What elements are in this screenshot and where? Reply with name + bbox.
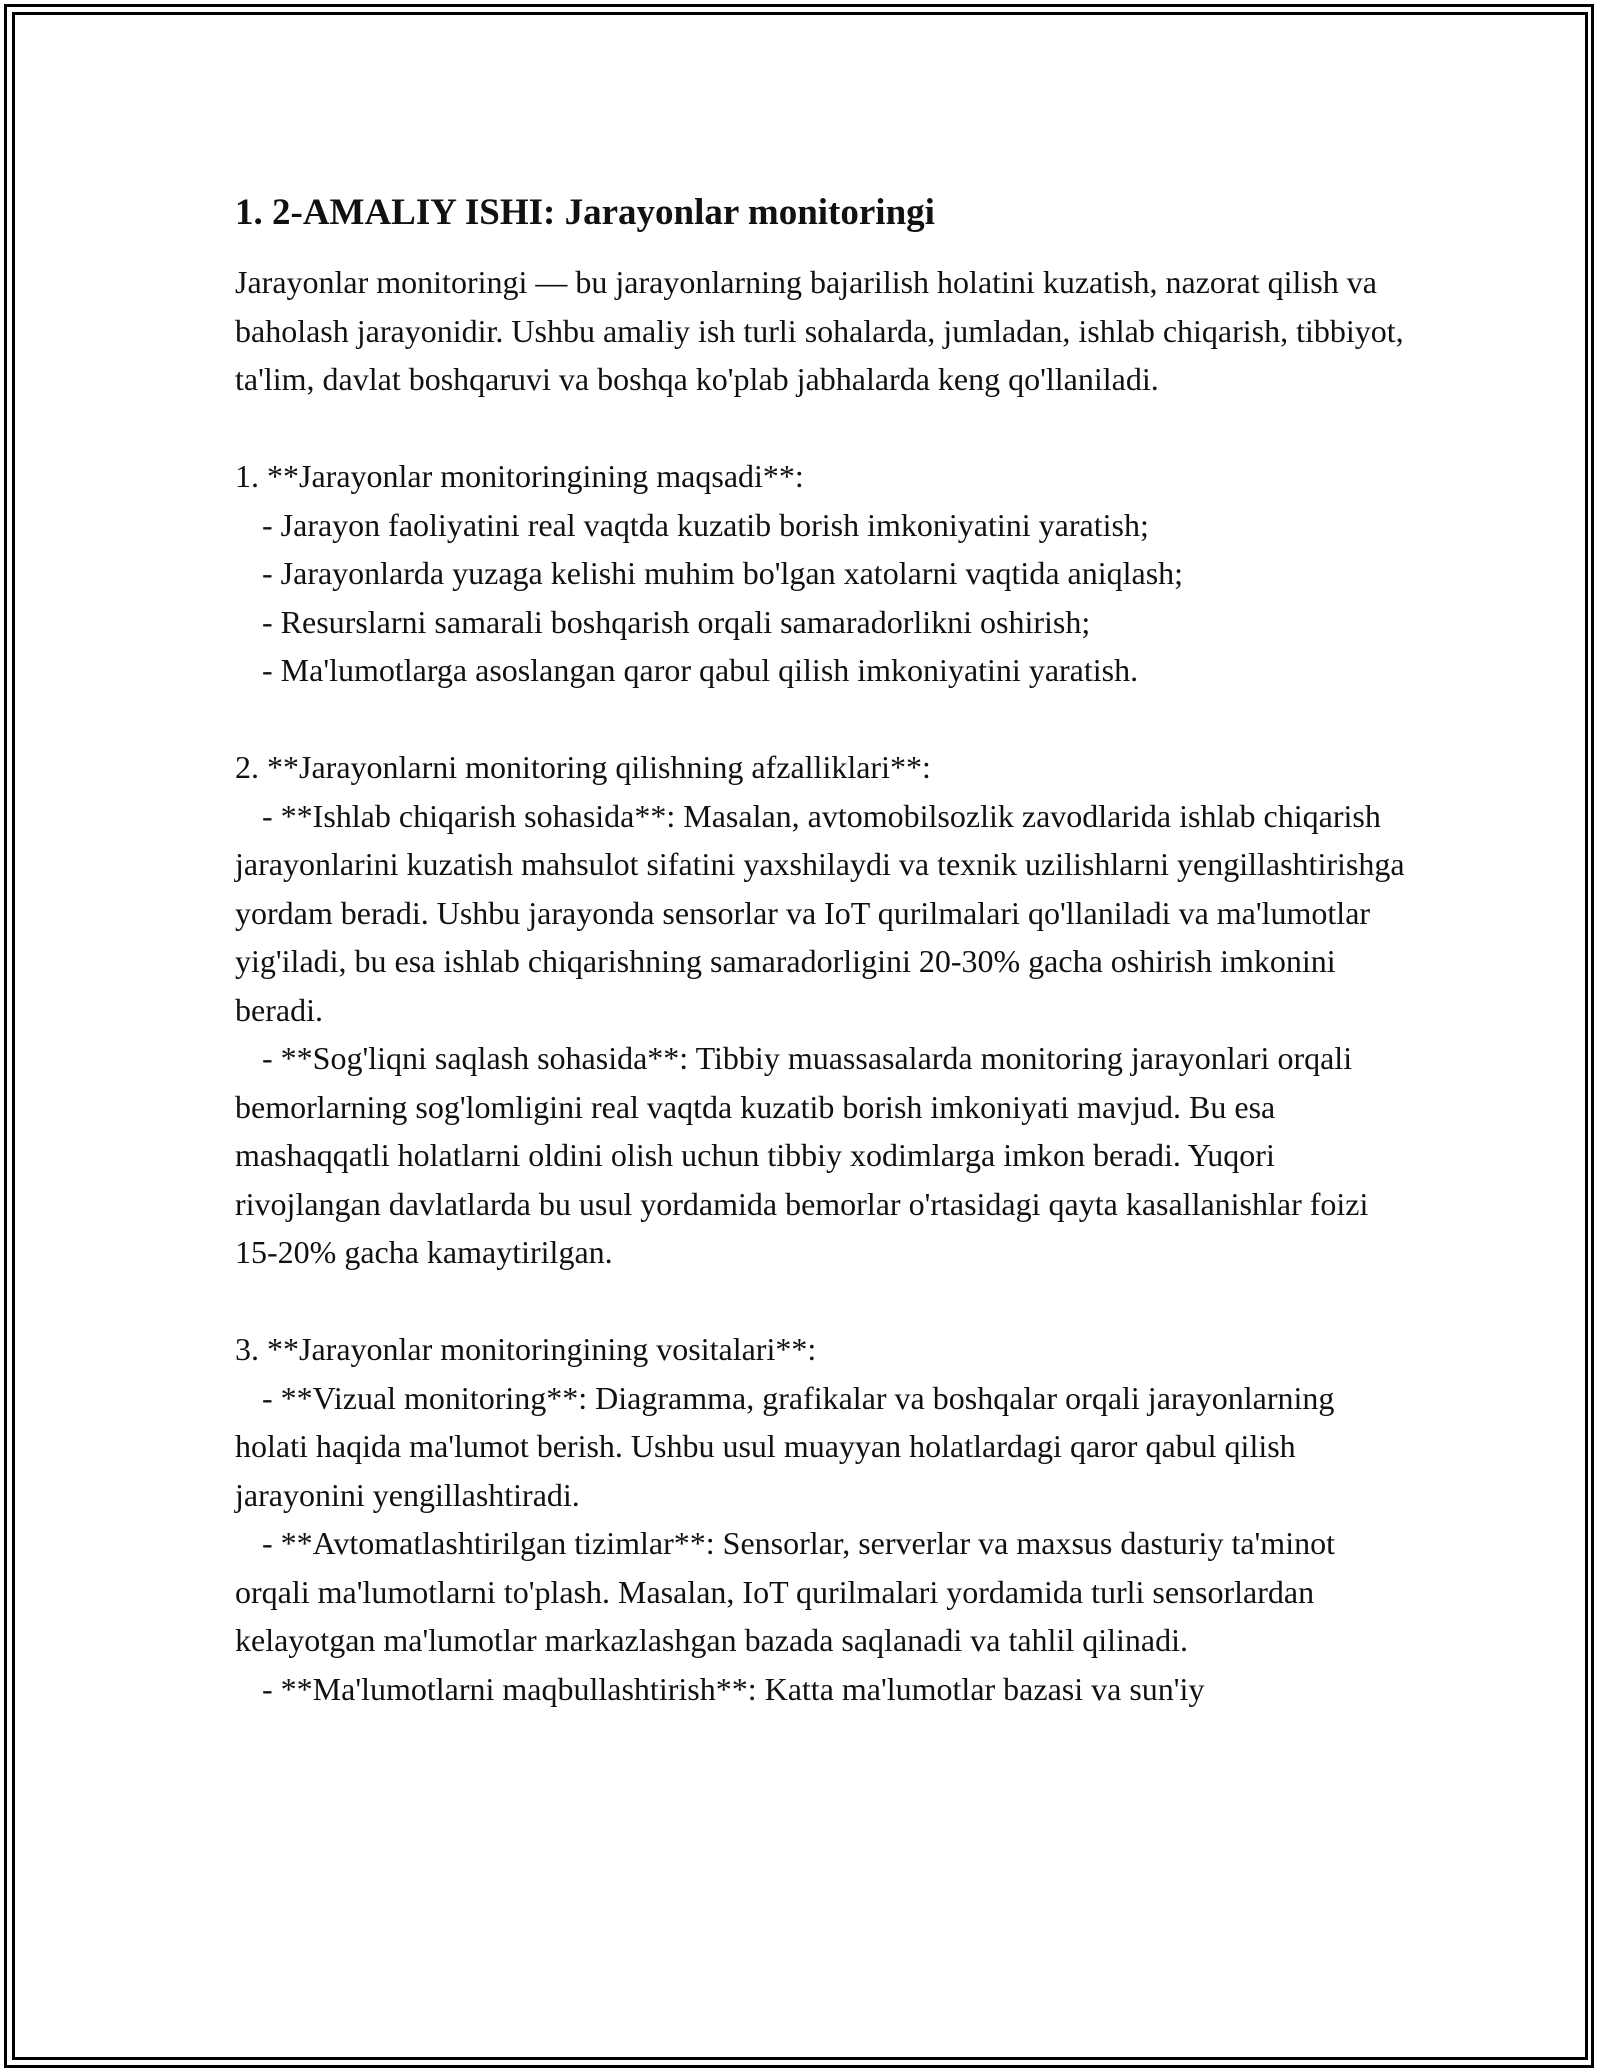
section-heading: 3. **Jarayonlar monitoringining vositalari**: [235,1331,817,1367]
section-advantages [235,743,1415,1277]
list-item: - **Avtomatlashtirilgan tizimlar**: Sensorlar, serverlar va maxsus dasturiy ta'minot orqali ma'lumotlarni to'plash. Masalan, IoT qurilmalari yordamida turli sensorlardan kelayotgan ma'lumotlar markazlashgan bazada saqlanadi va tahlil qilinadi. [235,1525,1335,1658]
section-heading: 2. **Jarayonlarni monitoring qilishning afzalliklari**: [235,749,931,785]
list-item: - **Vizual monitoring**: Diagramma, grafikalar va boshqalar orqali jarayonlarning holati haqida ma'lumot berish. Ushbu usul muayyan holatlardagi qaror qabul qilish jarayonini yengillashtiradi. [235,1379,1335,1513]
list-item: - **Ma'lumotlarni maqbullashtirish**: Katta ma'lumotlar bazasi va sun'iy [262,1670,1205,1707]
list-item: - **Sog'liqni saqlash sohasida**: Tibbiy muassasalarda monitoring jarayonlari orqali bemorlarning sog'lomligini real vaqtda kuzatib borish imkoniyati mavjud. Bu esa mashaqqatli holatlarni oldini olish uchun tibbiy xodimlarga imkon beradi. Yuqori rivojlangan davlatlarda bu usul yordamida bemorlar o'rtasidagi qayta kasallanishlar foizi 15-20% gacha kamaytirilgan. [235,1040,1369,1270]
section-tools [235,1325,1415,1713]
intro-paragraph: Jarayonlar monitoringi — bu jarayonlarning bajarilish holatini kuzatish, nazorat qilish va baholash jarayonidir. Ushbu amaliy ish turli sohalarda, jumladan, ishlab chiqarish, tibbiyot, ta'lim, davlat boshqaruvi va boshqa ko'plab jabhalarda keng qo'llaniladi. [235,264,1404,397]
section-heading: 1. **Jarayonlar monitoringining maqsadi**: [235,458,804,494]
document-title: 1. 2-AMALIY ISHI: Jarayonlar monitoringi [235,192,935,233]
list-item: - Jarayonlarda yuzaga kelishi muhim bo'lgan xatolarni vaqtida aniqlash; [262,555,1184,591]
list-item: - **Ishlab chiqarish sohasida**: Masalan, avtomobilsozlik zavodlarida ishlab chiqarish jarayonlarini kuzatish mahsulot sifatini yaxshilaydi va texnik uzilishlarni yengillashtirishga yordam beradi. Ushbu jarayonda sensorlar va IoT qurilmalari qo'llaniladi va ma'lumotlar yig'iladi, bu esa ishlab chiqarishning samaradorligini 20-30% gacha oshirish imkonini beradi. [235,797,1405,1028]
section-goals [235,452,1415,695]
list-item: - Jarayon faoliyatini real vaqtda kuzatib borish imkoniyatini yaratish; [262,506,1149,543]
document-body [235,188,1415,1762]
list-item: - Ma'lumotlarga asoslangan qaror qabul qilish imkoniyatini yaratish. [262,652,1139,688]
list-item: - Resurslarni samarali boshqarish orqali samaradorlikni oshirish; [262,603,1091,640]
